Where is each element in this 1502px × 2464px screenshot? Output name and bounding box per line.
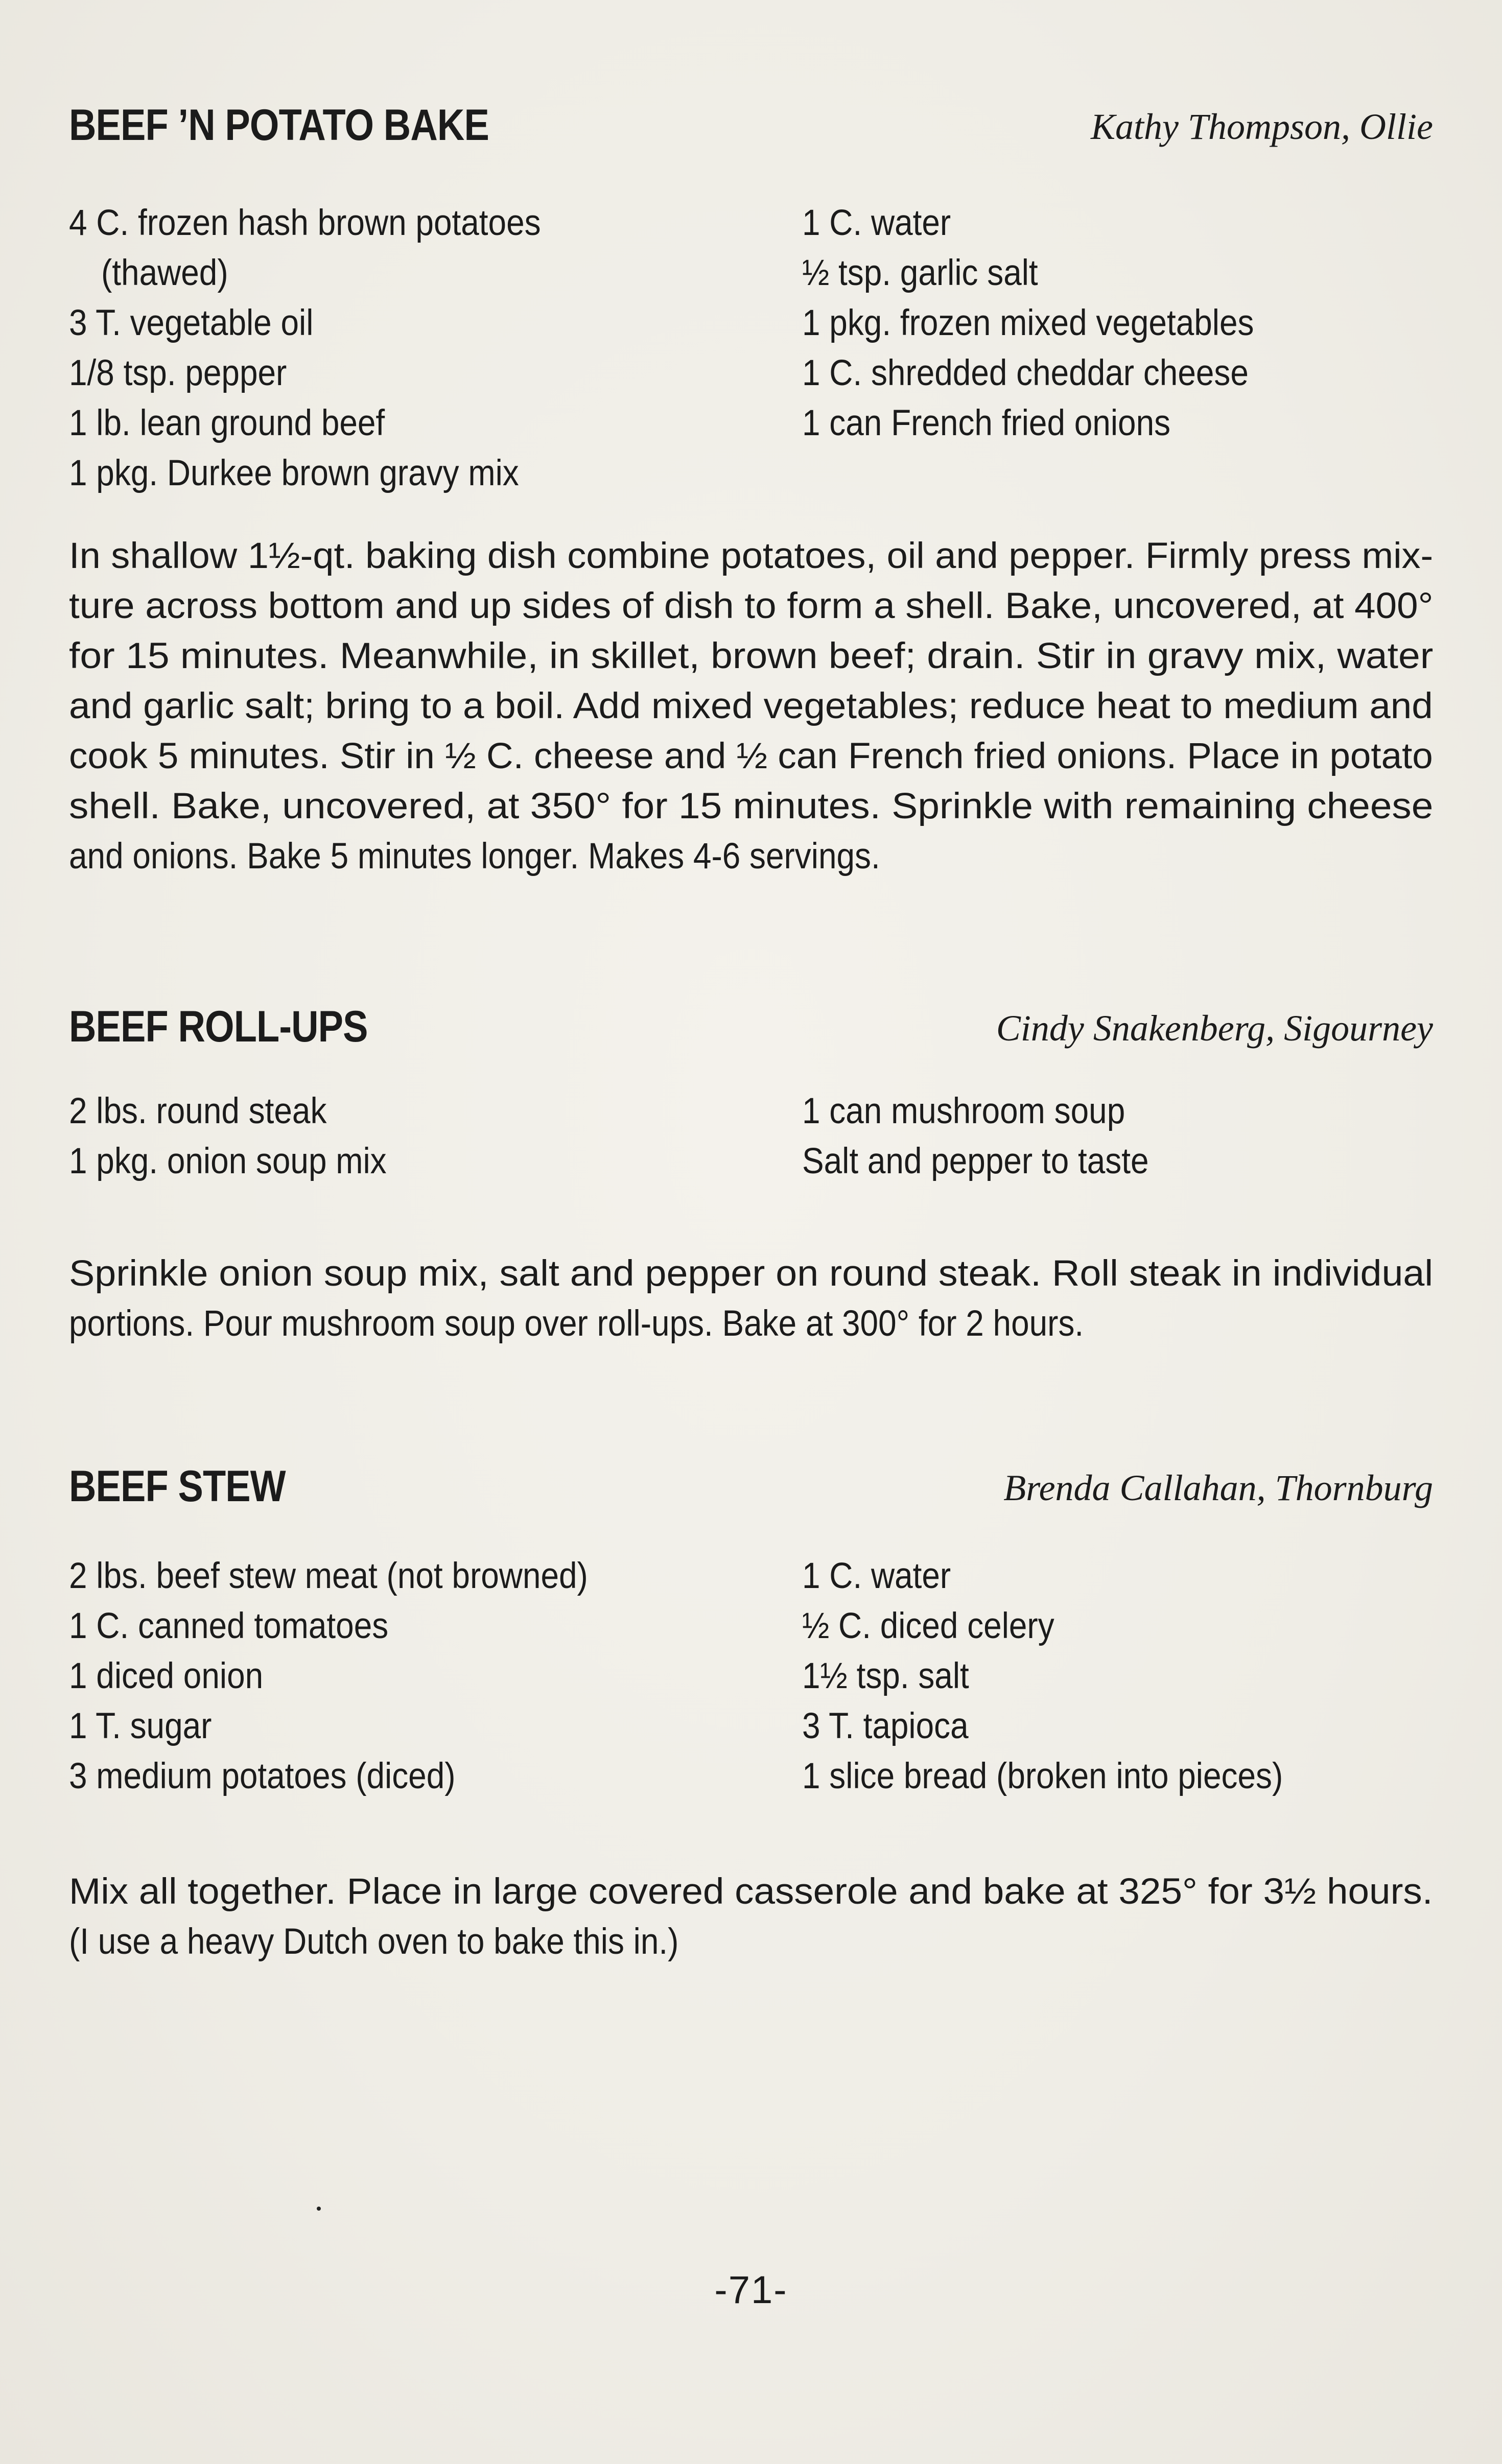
ingredient-item: 1/8 tsp. pepper — [69, 353, 287, 393]
ingredient-item: 1 pkg. onion soup mix — [69, 1141, 387, 1181]
ingredient-item: 1½ tsp. salt — [802, 1656, 969, 1696]
directions-line: In shallow 1½-qt. baking dish combine potatoes, oil and pepper. Firmly press mix- — [69, 536, 1434, 576]
ingredient-item: 1 can French fried onions — [802, 403, 1171, 443]
ingredient-item: 1 diced onion — [69, 1656, 264, 1696]
ingredients-left-column — [69, 1086, 784, 1187]
directions-line: ture across bottom and up sides of dish to form a shell. Bake, uncovered, at 400° — [69, 586, 1434, 626]
ingredient-item: ½ C. diced celery — [802, 1606, 1054, 1646]
ingredients-right-column — [802, 1086, 1433, 1187]
directions-line: for 15 minutes. Meanwhile, in skillet, brown beef; drain. Stir in gravy mix, water — [69, 636, 1434, 676]
page-number: -71- — [714, 2268, 788, 2312]
ingredient-item: Salt and pepper to taste — [802, 1141, 1149, 1181]
directions-line: shell. Bake, uncovered, at 350° for 15 minutes. Sprinkle with remaining cheese — [69, 786, 1434, 826]
ingredient-item: 3 T. vegetable oil — [69, 303, 314, 343]
ingredient-item: 3 T. tapioca — [802, 1706, 969, 1746]
recipe-title: BEEF ROLL-UPS — [69, 1002, 368, 1051]
recipe-beef-roll-ups — [69, 999, 1434, 1344]
ingredients-left-column — [69, 198, 784, 499]
recipe-author: Cindy Snakenberg, Sigourney — [996, 1008, 1433, 1049]
ingredient-item: 1 pkg. frozen mixed vegetables — [802, 303, 1254, 343]
directions-line: cook 5 minutes. Stir in ½ C. cheese and ½ can French fried onions. Place in potato — [69, 736, 1433, 776]
recipe-beef-potato-bake — [69, 97, 1434, 876]
ink-speck — [317, 2207, 321, 2211]
ingredient-item: ½ tsp. garlic salt — [802, 253, 1038, 293]
ingredient-item: 1 C. water — [802, 1556, 951, 1596]
ingredient-item: 1 C. shredded cheddar cheese — [802, 353, 1249, 393]
ingredient-item: 1 can mushroom soup — [802, 1091, 1125, 1131]
directions-line: and garlic salt; bring to a boil. Add mixed vegetables; reduce heat to medium and — [69, 686, 1433, 726]
ingredient-item: 1 C. water — [802, 203, 951, 243]
recipe-directions — [69, 531, 1433, 882]
recipe-header — [69, 97, 1433, 158]
recipe-beef-stew — [69, 1458, 1433, 1962]
directions-line: (I use a heavy Dutch oven to bake this in.) — [69, 1922, 679, 1962]
ingredients-right-column — [802, 1551, 1433, 1802]
recipe-author: Brenda Callahan, Thornburg — [1003, 1467, 1433, 1508]
recipe-title: BEEF STEW — [69, 1462, 286, 1511]
ingredient-item: 2 lbs. round steak — [69, 1091, 327, 1131]
ingredient-item: 1 C. canned tomatoes — [69, 1606, 389, 1646]
ingredient-item: 1 pkg. Durkee brown gravy mix — [69, 453, 519, 493]
directions-line: Mix all together. Place in large covered casserole and bake at 325° for 3½ hours. — [69, 1871, 1433, 1912]
recipe-directions — [69, 1867, 1433, 1967]
recipe-header — [69, 1458, 1433, 1520]
ingredient-item: 1 slice bread (broken into pieces) — [802, 1756, 1283, 1796]
directions-line: and onions. Bake 5 minutes longer. Makes 4-6 servings. — [69, 836, 880, 876]
ingredient-item: 2 lbs. beef stew meat (not browned) — [69, 1556, 588, 1596]
ingredient-item: 1 T. sugar — [69, 1706, 212, 1746]
ingredient-item: 1 lb. lean ground beef — [69, 403, 385, 443]
directions-line: Sprinkle onion soup mix, salt and pepper on round steak. Roll steak in individual — [69, 1253, 1434, 1294]
recipe-directions — [69, 1249, 1433, 1349]
directions-line: portions. Pour mushroom soup over roll-ups. Bake at 300° for 2 hours. — [69, 1304, 1084, 1344]
recipe-author: Kathy Thompson, Ollie — [1090, 106, 1433, 147]
ingredient-item: (thawed) — [101, 253, 228, 293]
recipe-header — [69, 999, 1433, 1060]
ingredient-item: 4 C. frozen hash brown potatoes — [69, 203, 541, 243]
ingredients-right-column — [802, 198, 1433, 448]
ingredients-left-column — [69, 1551, 784, 1802]
ingredient-item: 3 medium potatoes (diced) — [69, 1756, 456, 1796]
recipe-title: BEEF ’N POTATO BAKE — [69, 101, 489, 150]
